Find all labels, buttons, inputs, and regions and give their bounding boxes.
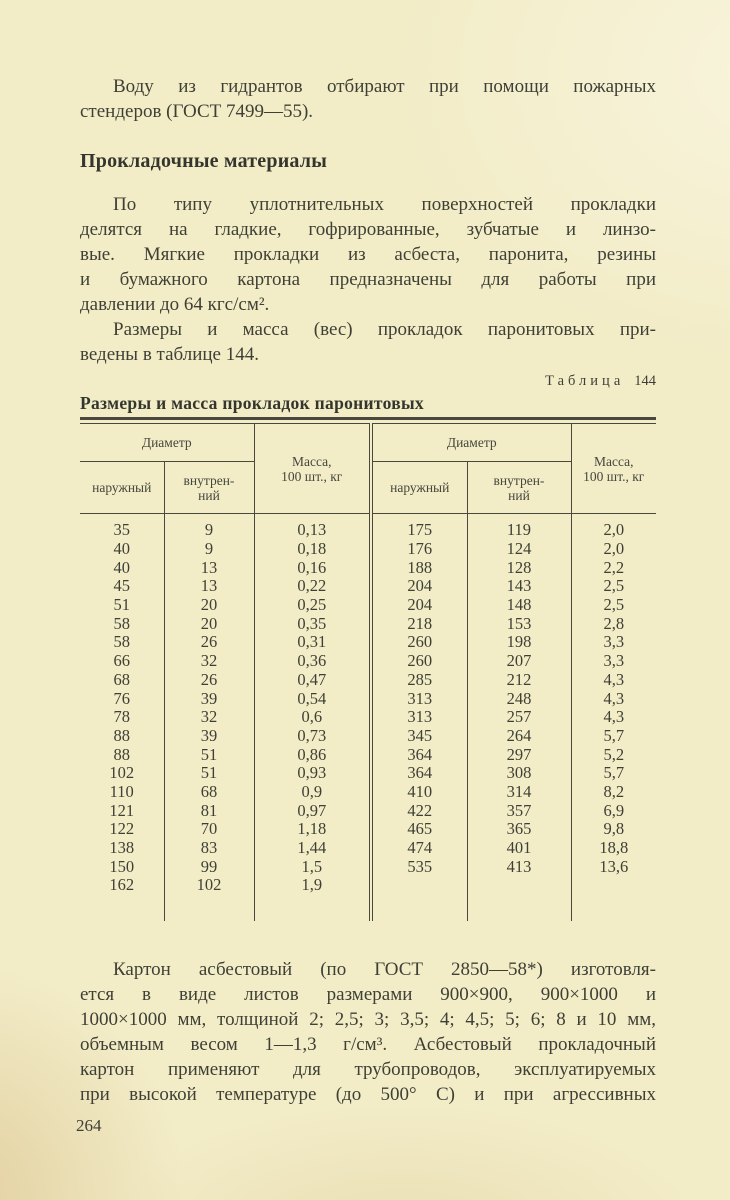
table-row — [80, 514, 656, 540]
table-cell: 32 — [164, 652, 254, 671]
header-inner-right — [467, 462, 571, 514]
table-cell: 9 — [164, 540, 254, 559]
table-cell: 39 — [164, 689, 254, 708]
table-cell: 264 — [467, 727, 571, 746]
table-cell: 3,3 — [571, 633, 656, 652]
table-cell: 51 — [164, 764, 254, 783]
table-row — [80, 783, 656, 802]
table-row — [80, 820, 656, 839]
table-cell: 313 — [371, 689, 467, 708]
table-cell: 410 — [371, 783, 467, 802]
table-caption-number: 144 — [634, 373, 656, 389]
table-cell: 0,25 — [254, 596, 371, 615]
table-cell: 2,5 — [571, 596, 656, 615]
table-row — [80, 558, 656, 577]
table-cell: 0,22 — [254, 577, 371, 596]
table-cell: 308 — [467, 764, 571, 783]
table-cell: 0,31 — [254, 633, 371, 652]
table-cell: 99 — [164, 857, 254, 876]
table-cell: 3,3 — [571, 652, 656, 671]
text-line: при высокой температуре (до 500° С) и при агрессивных — [80, 1083, 656, 1105]
table-cell: 176 — [371, 540, 467, 559]
table-cell: 6,9 — [571, 801, 656, 820]
table-cell: 102 — [109, 763, 135, 783]
table-cell: 188 — [371, 558, 467, 577]
table-cell: 78 — [113, 707, 130, 727]
table-cell — [371, 895, 467, 921]
table-cell: 535 — [371, 857, 467, 876]
text-line: внутрен- — [493, 472, 545, 488]
table-cell — [254, 895, 371, 921]
table-cell: 40 — [113, 539, 130, 559]
table-cell: 148 — [467, 596, 571, 615]
table-cell: 248 — [467, 689, 571, 708]
text-line: По типу уплотнительных поверхностей прокладки — [113, 194, 656, 215]
header-outer-left: наружный — [80, 462, 164, 514]
text-line: ведены в таблице 144. — [80, 344, 259, 365]
table-row — [80, 857, 656, 876]
table-row — [80, 839, 656, 858]
table-cell: 207 — [467, 652, 571, 671]
table-cell: 0,6 — [254, 708, 371, 727]
table-caption-word: Таблица — [545, 373, 625, 389]
table-cell: 9 — [164, 514, 254, 540]
table-cell: 1,44 — [254, 839, 371, 858]
table-cell: 121 — [109, 800, 135, 820]
text-line: давлении до 64 кгс/см². — [80, 294, 270, 315]
table-cell — [467, 876, 571, 895]
text-line: 100 шт., кг — [583, 468, 645, 484]
table-row — [80, 764, 656, 783]
table-cell: 422 — [371, 801, 467, 820]
table-cell: 0,35 — [254, 614, 371, 633]
table-row — [80, 633, 656, 652]
table-cell: 2,2 — [571, 558, 656, 577]
table-cell — [164, 895, 254, 921]
gasket-table — [80, 423, 656, 921]
table-cell: 0,18 — [254, 540, 371, 559]
table-cell: 51 — [164, 745, 254, 764]
table-cell: 285 — [371, 671, 467, 690]
table-cell: 212 — [467, 671, 571, 690]
table-cell: 465 — [371, 820, 467, 839]
body-paragraph — [80, 192, 656, 317]
text-line: Масса, — [593, 453, 634, 469]
table-cell: 357 — [467, 801, 571, 820]
text-line: делятся на гладкие, гофрированные, зубчатые и линзо- — [80, 219, 656, 240]
table-row — [80, 895, 656, 921]
table-cell: 88 — [113, 725, 130, 745]
table-cell: 364 — [371, 764, 467, 783]
gasket-table-body — [80, 514, 656, 921]
table-row — [80, 801, 656, 820]
table-cell: 2,0 — [571, 540, 656, 559]
text-line: 1000×1000 мм, толщиной 2; 2,5; 3; 3,5; 4; 4,5; 5; 6; 8 и 10 мм, — [80, 1008, 656, 1030]
text-line: 100 шт., кг — [281, 468, 343, 484]
table-cell — [371, 876, 467, 895]
table-row — [80, 727, 656, 746]
table-row — [80, 671, 656, 690]
table-cell: 153 — [467, 614, 571, 633]
table-cell: 68 — [164, 783, 254, 802]
table-row — [80, 652, 656, 671]
table-cell: 45 — [113, 576, 130, 596]
table-cell: 0,93 — [254, 764, 371, 783]
table-cell: 20 — [164, 614, 254, 633]
table-cell: 204 — [371, 596, 467, 615]
table-caption — [80, 372, 656, 391]
table-cell: 4,3 — [571, 671, 656, 690]
table-cell: 26 — [164, 671, 254, 690]
text-line: объемным весом 1—1,3 г/см³. Асбестовый прокладочный — [80, 1033, 656, 1055]
text-line: Воду из гидрантов отбирают при помощи пожарных — [113, 76, 656, 97]
page-content — [76, 0, 656, 1138]
page-number: 264 — [76, 1115, 102, 1135]
table-cell: 88 — [113, 744, 130, 764]
table-row — [80, 876, 656, 895]
section-heading: Прокладочные материалы — [80, 150, 328, 172]
table-cell: 35 — [113, 520, 130, 540]
table-cell: 0,86 — [254, 745, 371, 764]
table-cell: 9,8 — [571, 820, 656, 839]
gasket-table-header — [80, 424, 656, 514]
table-cell: 4,3 — [571, 708, 656, 727]
table-cell: 81 — [164, 801, 254, 820]
table-cell: 143 — [467, 577, 571, 596]
table-cell: 5,7 — [571, 764, 656, 783]
text-line: картон применяют для трубопроводов, эксплуатируемых — [80, 1058, 656, 1080]
table-cell: 162 — [109, 875, 135, 895]
table-cell: 124 — [467, 540, 571, 559]
table-row — [80, 540, 656, 559]
table-cell: 365 — [467, 820, 571, 839]
table-cell: 401 — [467, 839, 571, 858]
table-cell: 1,5 — [254, 857, 371, 876]
intro-paragraph — [80, 74, 656, 124]
table-cell: 313 — [371, 708, 467, 727]
table-cell: 2,8 — [571, 614, 656, 633]
table-cell: 122 — [109, 819, 135, 839]
table-cell: 198 — [467, 633, 571, 652]
table-cell: 1,9 — [254, 876, 371, 895]
table-cell: 66 — [113, 651, 130, 671]
table-cell: 20 — [164, 596, 254, 615]
gasket-table-wrap — [80, 417, 656, 921]
table-cell: 26 — [164, 633, 254, 652]
header-outer-right: наружный — [371, 462, 467, 514]
table-cell: 40 — [113, 557, 130, 577]
table-title: Размеры и масса прокладок паронитовых — [80, 393, 424, 413]
table-cell: 58 — [113, 632, 130, 652]
table-cell: 314 — [467, 783, 571, 802]
table-cell: 0,36 — [254, 652, 371, 671]
table-cell: 18,8 — [571, 839, 656, 858]
table-cell — [571, 895, 656, 921]
table-row — [80, 614, 656, 633]
table-cell: 13 — [164, 558, 254, 577]
table-cell: 5,2 — [571, 745, 656, 764]
text-line: стендеров (ГОСТ 7499—55). — [80, 101, 314, 122]
text-line: Картон асбестовый (по ГОСТ 2850—58*) изготовля- — [113, 958, 656, 980]
table-cell: 51 — [113, 595, 130, 615]
text-line: ется в виде листов размерами 900×900, 900×1000 и — [80, 983, 656, 1005]
table-cell: 39 — [164, 727, 254, 746]
text-line: Масса, — [291, 453, 332, 469]
table-row — [80, 708, 656, 727]
header-diameter-right: Диаметр — [371, 424, 571, 462]
text-line: и бумажного картона предназначены для работы при — [80, 269, 656, 290]
table-cell: 175 — [371, 514, 467, 540]
table-cell: 0,9 — [254, 783, 371, 802]
table-cell: 204 — [371, 577, 467, 596]
table-cell: 257 — [467, 708, 571, 727]
table-cell: 0,16 — [254, 558, 371, 577]
header-diameter-left: Диаметр — [80, 424, 254, 462]
table-cell: 128 — [467, 558, 571, 577]
text-line: ний — [508, 487, 530, 503]
table-cell: 119 — [467, 514, 571, 540]
table-cell: 58 — [113, 613, 130, 633]
table-row — [80, 745, 656, 764]
table-cell: 68 — [113, 669, 130, 689]
table-cell: 0,54 — [254, 689, 371, 708]
table-cell: 8,2 — [571, 783, 656, 802]
table-cell: 260 — [371, 633, 467, 652]
table-cell — [467, 895, 571, 921]
closing-paragraph — [80, 957, 656, 1107]
table-cell: 345 — [371, 727, 467, 746]
table-reference-paragraph — [80, 317, 656, 367]
table-cell: 0,13 — [254, 514, 371, 540]
table-cell: 2,0 — [571, 514, 656, 540]
table-cell: 364 — [371, 745, 467, 764]
table-cell: 13 — [164, 577, 254, 596]
table-cell: 0,97 — [254, 801, 371, 820]
table-cell: 1,18 — [254, 820, 371, 839]
table-cell: 70 — [164, 820, 254, 839]
table-cell: 13,6 — [571, 857, 656, 876]
table-cell: 110 — [109, 781, 134, 801]
table-row — [80, 577, 656, 596]
table-cell: 4,3 — [571, 689, 656, 708]
table-cell: 83 — [164, 839, 254, 858]
table-cell: 297 — [467, 745, 571, 764]
table-cell: 138 — [109, 838, 135, 858]
header-mass-right — [571, 424, 656, 514]
text-line: Размеры и масса (вес) прокладок паронитовых при- — [113, 319, 656, 340]
table-cell: 474 — [371, 839, 467, 858]
table-row — [80, 596, 656, 615]
table-cell: 218 — [371, 614, 467, 633]
text-line: ний — [198, 487, 220, 503]
table-cell: 0,73 — [254, 727, 371, 746]
table-cell: 32 — [164, 708, 254, 727]
text-line: вые. Мягкие прокладки из асбеста, паронита, резины — [80, 244, 656, 265]
table-cell: 150 — [109, 856, 135, 876]
header-inner-left — [164, 462, 254, 514]
table-cell — [571, 876, 656, 895]
text-line: внутрен- — [183, 472, 235, 488]
header-mass-left — [254, 424, 371, 514]
table-cell: 76 — [113, 688, 130, 708]
table-cell: 0,47 — [254, 671, 371, 690]
table-cell: 413 — [467, 857, 571, 876]
table-cell: 102 — [164, 876, 254, 895]
table-cell: 2,5 — [571, 577, 656, 596]
table-cell: 260 — [371, 652, 467, 671]
table-row — [80, 689, 656, 708]
table-cell — [80, 895, 164, 921]
table-cell: 5,7 — [571, 727, 656, 746]
